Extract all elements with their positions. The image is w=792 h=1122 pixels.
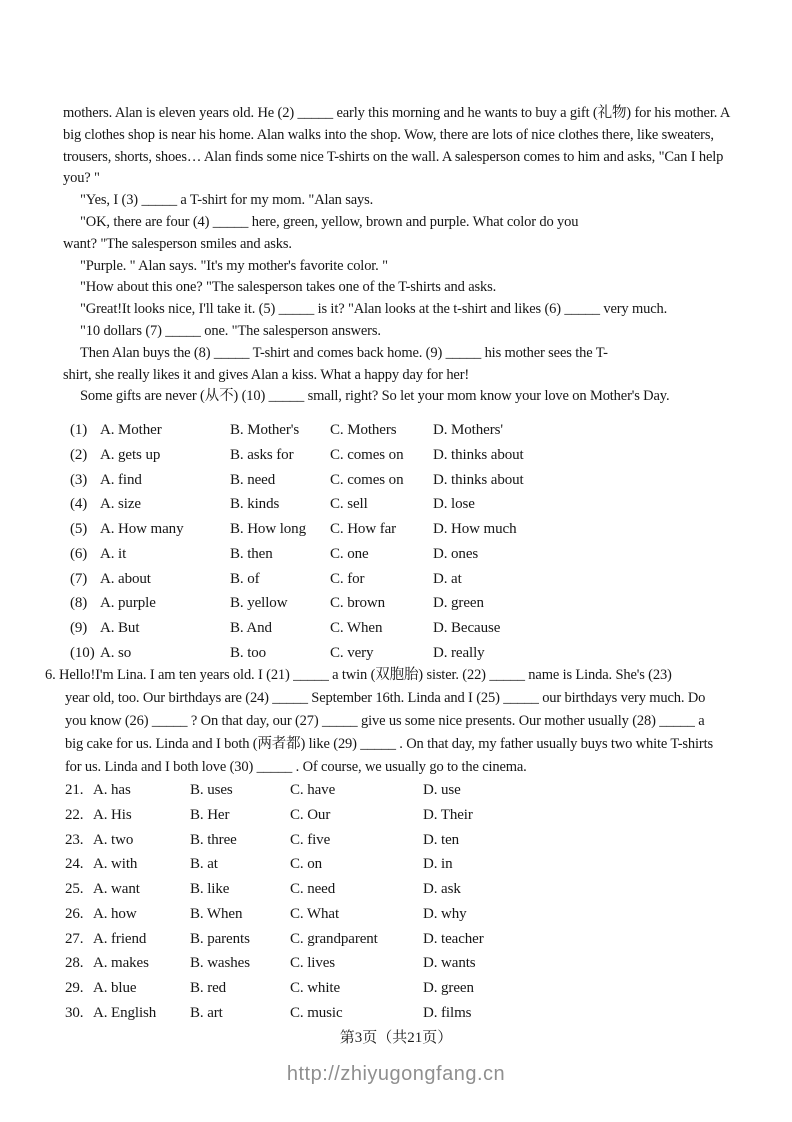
option-b: B. yellow: [230, 595, 288, 612]
passage-2-cloze-story: [45, 664, 765, 778]
question-row: [70, 591, 524, 616]
question-number: 28.: [65, 955, 84, 972]
option-c: C. grandparent: [290, 930, 378, 947]
option-b: B. parents: [190, 930, 250, 947]
option-b: B. When: [190, 905, 243, 922]
option-a: A. makes: [93, 955, 149, 972]
question-row: [65, 951, 484, 976]
option-a: A. with: [93, 856, 138, 873]
question-row: [70, 443, 524, 468]
option-b: B. like: [190, 881, 230, 897]
passage-line: "How about this one? "The salesperson takes one of the T-shirts and asks.: [80, 279, 497, 296]
question-row: [70, 616, 524, 641]
question-number: (3): [70, 471, 88, 488]
option-c: C. Our: [290, 806, 331, 823]
question-row: [65, 1001, 484, 1026]
option-d: D. teacher: [423, 930, 484, 947]
option-a: A. two: [93, 831, 134, 848]
question-row: [70, 567, 524, 592]
option-d: D. really: [433, 644, 485, 661]
question-number: 24.: [65, 856, 84, 873]
passage-line: big clothes shop is near his home. Alan walks into the shop. Wow, there are lots of nice clothes there, like sweaters,: [63, 126, 714, 143]
passage-line: you know (26) _____ ? On that day, our (27) _____ give us some nice presents. Our mother usually (28) _____ a: [65, 712, 705, 729]
passage-line: for us. Linda and I both love (30) _____ . Of course, we usually go to the cinema.: [65, 758, 527, 775]
question-row: [70, 542, 524, 567]
question-row: [65, 927, 484, 952]
option-b: B. How long: [230, 521, 306, 537]
option-a: A. so: [100, 644, 132, 661]
option-a: A. about: [100, 570, 151, 587]
question-row: [65, 778, 484, 803]
passage-line: "Great!It looks nice, I'll take it. (5) _____ is it? "Alan looks at the t-shirt and likes (6) _____ very much.: [80, 301, 668, 318]
option-d: D. lose: [433, 496, 475, 513]
passage-line: "OK, there are four (4) _____ here, green, yellow, brown and purple. What color do you: [80, 213, 579, 230]
question-number: 27.: [65, 930, 84, 947]
question-number: 21.: [65, 782, 84, 798]
passage-line: you? ": [63, 170, 100, 187]
question-number: (4): [70, 496, 88, 513]
option-d: D. Because: [433, 620, 501, 636]
option-d: D. Mothers': [433, 422, 503, 438]
option-c: C. comes on: [330, 471, 404, 488]
option-b: B. Mother's: [230, 422, 300, 438]
question-number: (6): [70, 545, 88, 562]
question-row: [70, 468, 524, 493]
option-a: A. Mother: [100, 422, 162, 438]
question-number: (5): [70, 521, 88, 537]
option-a: A. want: [93, 881, 140, 897]
option-d: D. thinks about: [433, 446, 524, 463]
question-row: [70, 492, 524, 517]
option-b: B. asks for: [230, 446, 294, 463]
question-number: (1): [70, 422, 88, 438]
question-number: (7): [70, 570, 88, 587]
watermark-url: http://zhiyugongfang.cn: [286, 1063, 506, 1085]
option-d: D. use: [423, 782, 461, 798]
option-c: C. for: [330, 570, 365, 587]
question-row: [65, 902, 484, 927]
option-c: C. What: [290, 905, 340, 922]
option-c: C. comes on: [330, 446, 404, 463]
option-d: D. ones: [433, 545, 479, 562]
option-a: A. purple: [100, 595, 156, 612]
option-a: A. it: [100, 545, 127, 562]
option-d: D. green: [433, 595, 484, 612]
question-row: [65, 852, 484, 877]
question-row: [70, 418, 524, 443]
question-number: 23.: [65, 831, 84, 848]
passage-line: year old, too. Our birthdays are (24) _____ September 16th. Linda and I (25) _____ our birthdays very much. Do: [65, 689, 706, 706]
passage-line: big cake for us. Linda and I both (两者都) like (29) _____ . On that day, my father usually buys two white T-shirts: [65, 735, 713, 752]
question-row: [65, 976, 484, 1001]
option-b: B. washes: [190, 955, 250, 972]
question-number: 25.: [65, 881, 84, 897]
option-c: C. sell: [330, 496, 368, 513]
cloze-options-block-1: [70, 418, 524, 666]
option-c: C. five: [290, 831, 331, 848]
option-a: A. How many: [100, 521, 184, 537]
option-c: C. have: [290, 782, 336, 798]
passage-1-cloze-story: [63, 103, 763, 408]
option-c: C. Mothers: [330, 422, 397, 438]
option-b: B. red: [190, 980, 227, 996]
question-number: 26.: [65, 905, 84, 922]
option-b: B. at: [190, 856, 218, 873]
option-a: A. friend: [93, 930, 147, 947]
option-c: C. one: [330, 545, 369, 562]
question-row: [65, 828, 484, 853]
option-c: C. How far: [330, 521, 397, 537]
option-d: D. why: [423, 905, 467, 922]
question-row: [65, 803, 484, 828]
option-b: B. And: [230, 620, 272, 636]
question-number: 30.: [65, 1004, 84, 1021]
passage-line: "Purple. " Alan says. "It's my mother's favorite color. ": [80, 257, 388, 274]
question-number: (8): [70, 595, 88, 612]
passage-line: 6. Hello!I'm Lina. I am ten years old. I (21) _____ a twin (双胞胎) sister. (22) _____ name is Linda. She's (23): [45, 667, 672, 683]
option-c: C. white: [290, 980, 341, 996]
option-c: C. brown: [330, 595, 386, 612]
option-b: B. art: [190, 1004, 223, 1021]
option-d: D. in: [423, 856, 453, 873]
passage-line: Then Alan buys the (8) _____ T-shirt and comes back home. (9) _____ his mother sees the T-: [80, 344, 608, 361]
option-a: A. gets up: [100, 446, 161, 463]
cloze-options-block-2: [65, 778, 484, 1026]
option-a: A. find: [100, 471, 142, 488]
page-number-indicator: 第3页（共21页）: [339, 1030, 453, 1046]
option-d: D. ask: [423, 881, 461, 897]
option-a: A. English: [93, 1004, 157, 1021]
option-a: A. size: [100, 496, 141, 513]
option-d: D. films: [423, 1004, 472, 1021]
passage-line: want? "The salesperson smiles and asks.: [63, 235, 292, 252]
option-b: B. three: [190, 831, 237, 848]
option-a: A. blue: [93, 980, 137, 996]
question-row: [70, 641, 524, 666]
option-d: D. ten: [423, 831, 460, 848]
question-number: 29.: [65, 980, 84, 996]
passage-line: shirt, she really likes it and gives Alan a kiss. What a happy day for her!: [63, 366, 470, 383]
option-d: D. green: [423, 980, 474, 996]
option-c: C. need: [290, 881, 336, 897]
option-b: B. Her: [190, 806, 230, 823]
question-row: [70, 517, 524, 542]
option-d: D. wants: [423, 955, 476, 972]
passage-line: "Yes, I (3) _____ a T-shirt for my mom. "Alan says.: [80, 192, 374, 209]
question-row: [65, 877, 484, 902]
option-b: B. uses: [190, 782, 233, 798]
option-d: D. at: [433, 570, 462, 587]
option-d: D. Their: [423, 806, 473, 823]
passage-line: Some gifts are never (从不) (10) _____ small, right? So let your mom know your love on Mother's Day.: [80, 388, 670, 405]
question-number: (9): [70, 620, 88, 636]
option-d: D. thinks about: [433, 471, 524, 488]
option-b: B. need: [230, 471, 276, 488]
option-a: A. His: [93, 806, 132, 823]
option-b: B. of: [230, 570, 260, 587]
option-d: D. How much: [433, 521, 517, 537]
option-c: C. music: [290, 1004, 343, 1021]
passage-line: "10 dollars (7) _____ one. "The salesperson answers.: [80, 322, 381, 339]
option-c: C. When: [330, 620, 383, 636]
option-a: A. has: [93, 782, 131, 798]
option-c: C. very: [330, 644, 374, 661]
option-c: C. on: [290, 856, 323, 873]
option-c: C. lives: [290, 955, 336, 972]
option-b: B. too: [230, 644, 267, 661]
option-b: B. kinds: [230, 496, 280, 513]
passage-line: mothers. Alan is eleven years old. He (2) _____ early this morning and he wants to buy a gift (礼物) for his mother. A: [63, 105, 731, 121]
question-number: (2): [70, 446, 88, 463]
passage-line: trousers, shorts, shoes… Alan finds some nice T-shirts on the wall. A salesperson comes to him and asks, "Can I help: [63, 148, 724, 165]
option-a: A. how: [93, 905, 137, 922]
option-a: A. But: [100, 620, 140, 636]
option-b: B. then: [230, 545, 273, 562]
question-number: 22.: [65, 806, 84, 823]
question-number: (10): [70, 644, 95, 661]
